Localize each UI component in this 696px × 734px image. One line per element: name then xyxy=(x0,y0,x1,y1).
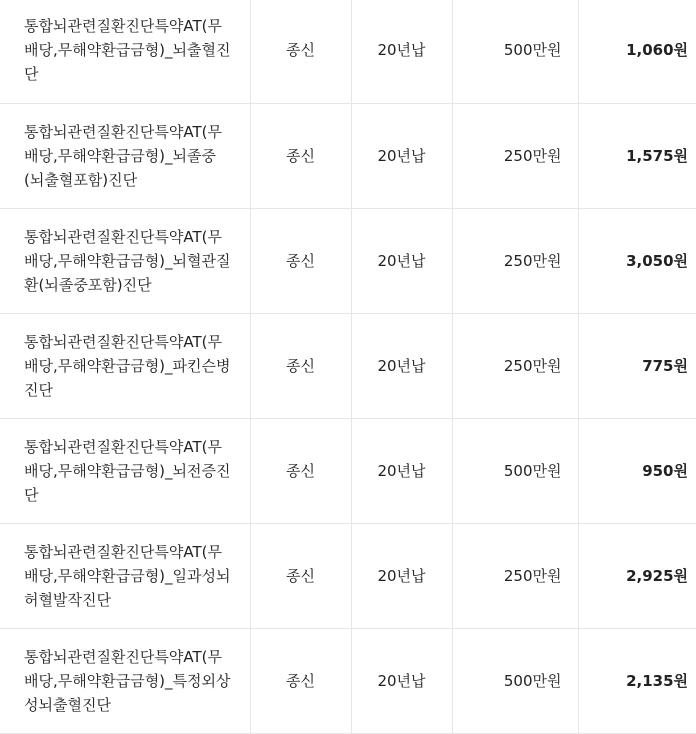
rider-name-cell: 통합뇌관련질환진단특약AT(무배당,무해약환급금형)_뇌졸중(뇌출혈포함)진단 xyxy=(0,103,250,208)
payment-period-cell: 20년납 xyxy=(351,523,452,628)
coverage-amount-cell: 250만원 xyxy=(452,313,578,418)
coverage-period-cell: 종신 xyxy=(250,103,351,208)
coverage-period-cell: 종신 xyxy=(250,208,351,313)
rider-name-cell: 통합뇌관련질환진단특약AT(무배당,무해약환급금형)_뇌출혈진단 xyxy=(0,0,250,103)
payment-period-cell: 20년납 xyxy=(351,313,452,418)
table-row xyxy=(0,523,696,628)
coverage-period-cell: 종신 xyxy=(250,0,351,103)
payment-period-cell: 20년납 xyxy=(351,0,452,103)
premium-cell: 2,925원 xyxy=(578,523,696,628)
coverage-period-cell: 종신 xyxy=(250,418,351,523)
premium-cell: 2,135원 xyxy=(578,628,696,733)
premium-cell: 775원 xyxy=(578,313,696,418)
premium-cell: 1,575원 xyxy=(578,103,696,208)
rider-name-cell: 통합뇌관련질환진단특약AT(무배당,무해약환급금형)_뇌혈관질환(뇌졸중포함)진단 xyxy=(0,208,250,313)
rider-name-cell: 통합뇌관련질환진단특약AT(무배당,무해약환급금형)_일과성뇌허혈발작진단 xyxy=(0,523,250,628)
table-row xyxy=(0,0,696,103)
coverage-amount-cell: 250만원 xyxy=(452,103,578,208)
coverage-amount-cell: 500만원 xyxy=(452,418,578,523)
coverage-period-cell: 종신 xyxy=(250,313,351,418)
table-row xyxy=(0,628,696,733)
premium-cell: 3,050원 xyxy=(578,208,696,313)
premium-cell: 950원 xyxy=(578,418,696,523)
rider-name-cell: 통합뇌관련질환진단특약AT(무배당,무해약환급금형)_뇌전증진단 xyxy=(0,418,250,523)
coverage-amount-cell: 250만원 xyxy=(452,523,578,628)
coverage-period-cell: 종신 xyxy=(250,523,351,628)
payment-period-cell: 20년납 xyxy=(351,103,452,208)
table-row xyxy=(0,208,696,313)
premium-cell: 1,060원 xyxy=(578,0,696,103)
payment-period-cell: 20년납 xyxy=(351,208,452,313)
coverage-period-cell: 종신 xyxy=(250,628,351,733)
rider-name-cell: 통합뇌관련질환진단특약AT(무배당,무해약환급금형)_파킨슨병진단 xyxy=(0,313,250,418)
coverage-amount-cell: 500만원 xyxy=(452,628,578,733)
rider-name-cell: 통합뇌관련질환진단특약AT(무배당,무해약환급금형)_특정외상성뇌출혈진단 xyxy=(0,628,250,733)
payment-period-cell: 20년납 xyxy=(351,628,452,733)
coverage-amount-cell: 500만원 xyxy=(452,0,578,103)
payment-period-cell: 20년납 xyxy=(351,418,452,523)
table-row xyxy=(0,313,696,418)
table-row xyxy=(0,418,696,523)
coverage-amount-cell: 250만원 xyxy=(452,208,578,313)
table-row xyxy=(0,103,696,208)
